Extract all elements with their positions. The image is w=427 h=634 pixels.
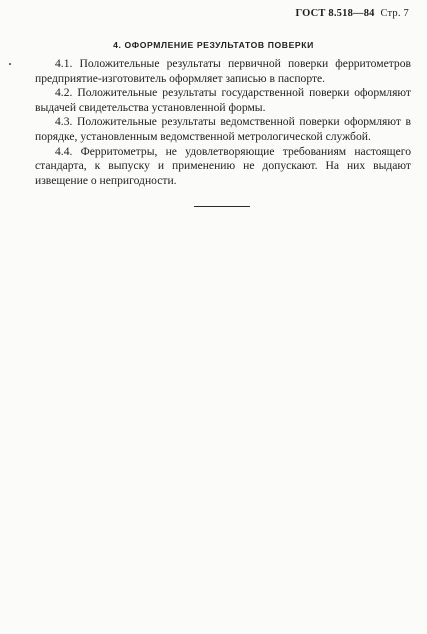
standard-number: ГОСТ 8.518—84	[295, 8, 375, 19]
end-divider	[194, 206, 250, 207]
running-header	[295, 8, 409, 19]
paragraph-4-3: 4.3. Положительные результаты ведомственной поверки оформляют в порядке, установленным ведомственной метрологической службой.	[35, 115, 411, 143]
section-body	[35, 57, 411, 188]
paragraph-4-2: 4.2. Положительные результаты государственной поверки оформляют выдачей свидетельства установленной формы.	[35, 86, 411, 114]
paragraph-4-4: 4.4. Ферритометры, не удовлетворяющие требованиям настоящего стандарта, к выпуску и применению не допускают. На них выдают извещение о непригодности.	[35, 144, 411, 187]
section-title: 4. ОФОРМЛЕНИЕ РЕЗУЛЬТАТОВ ПОВЕРКИ	[113, 40, 314, 50]
scan-speck	[9, 63, 11, 65]
page-number: Стр. 7	[380, 8, 409, 19]
paragraph-4-1: 4.1. Положительные результаты первичной поверки ферритометров предприятие-изготовитель оформляет записью в паспорте.	[35, 57, 411, 85]
